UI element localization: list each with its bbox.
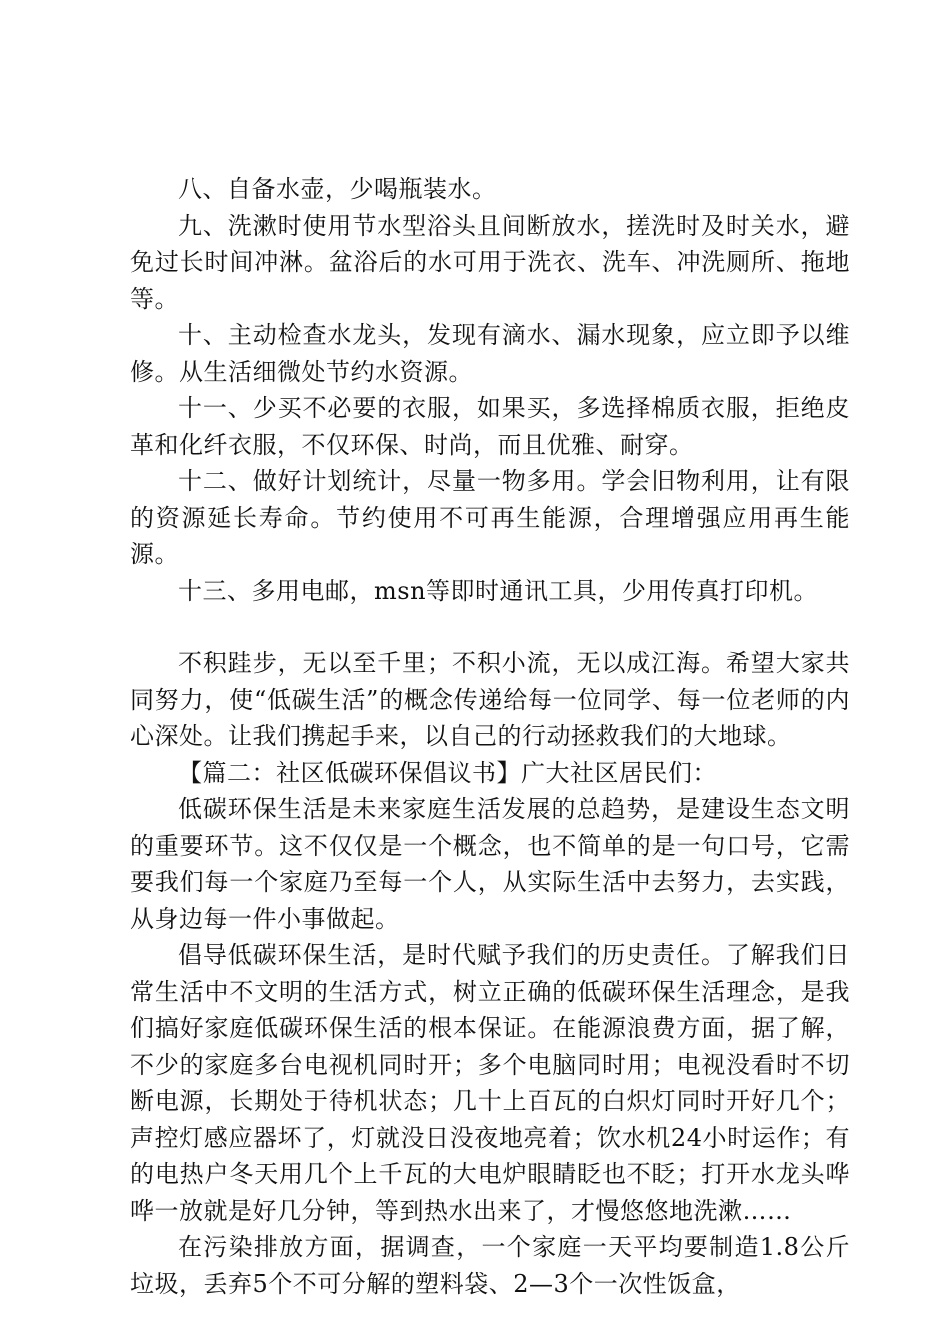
paragraph-item-12: 十二、做好计划统计，尽量一物多用。学会旧物利用，让有限的资源延长寿命。节约使用不可再生能源，合理增强应用再生能源。 bbox=[130, 467, 850, 568]
paragraph-gap bbox=[130, 609, 850, 645]
paragraph-closing: 不积跬步，无以至千里；不积小流，无以成江海。希望大家共同努力，使“低碳生活”的概念传递给每一位同学、每一位老师的内心深处。让我们携起手来，以自己的行动拯救我们的大地球。 bbox=[130, 649, 850, 750]
paragraph-item-13: 十三、多用电邮，msn等即时通讯工具，少用传真打印机。 bbox=[178, 576, 819, 605]
paragraph-item-10: 十、主动检查水龙头，发现有滴水、漏水现象，应立即予以维修。从生活细微处节约水资源。 bbox=[130, 321, 850, 386]
paragraph-item-8: 八、自备水壶，少喝瓶装水。 bbox=[178, 175, 497, 203]
paragraph-pollution: 在污染排放方面，据调查，一个家庭一天平均要制造1.8公斤垃圾，丢弃5个不可分解的塑料袋、2—3个一次性饭盒， bbox=[130, 1233, 850, 1298]
section-heading: 【篇二：社区低碳环保倡议书】广大社区居民们： bbox=[178, 758, 717, 787]
paragraph-item-9: 九、洗漱时使用节水型浴头且间断放水，搓洗时及时关水，避免过长时间冲淋。盆浴后的水可用于洗衣、洗车、冲洗厕所、拖地等。 bbox=[130, 211, 850, 313]
paragraph-intro: 低碳环保生活是未来家庭生活发展的总趋势，是建设生态文明的重要环节。这不仅仅是一个概念，也不简单的是一句口号，它需要我们每一个家庭乃至每一个人，从实际生活中去努力，去实践，从身边每一件小事做起。 bbox=[130, 795, 850, 933]
paragraph-item-11: 十一、少买不必要的衣服，如果买，多选择棉质衣服，拒绝皮革和化纤衣服，不仅环保、时尚，而且优雅、耐穿。 bbox=[130, 394, 850, 459]
paragraph-energy-waste: 倡导低碳环保生活，是时代赋予我们的历史责任。了解我们日常生活中不文明的生活方式，树立正确的低碳环保生活理念，是我们搞好家庭低碳环保生活的根本保证。在能源浪费方面，据了解，不少的家庭多台电视机同时开；多个电脑同时用；电视没看时不切断电源，长期处于待机状态；几十上百瓦的白炽灯同时开好几个；声控灯感应器坏了，灯就没日没夜地亮着；饮水机24小时运作；有的电热户冬天用几个上千瓦的大电炉眼睛眨也不眨；打开水龙头哗哗一放就是好几分钟，等到热水出来了，才慢悠悠地洗漱…… bbox=[130, 941, 850, 1225]
document-body bbox=[130, 171, 850, 1302]
